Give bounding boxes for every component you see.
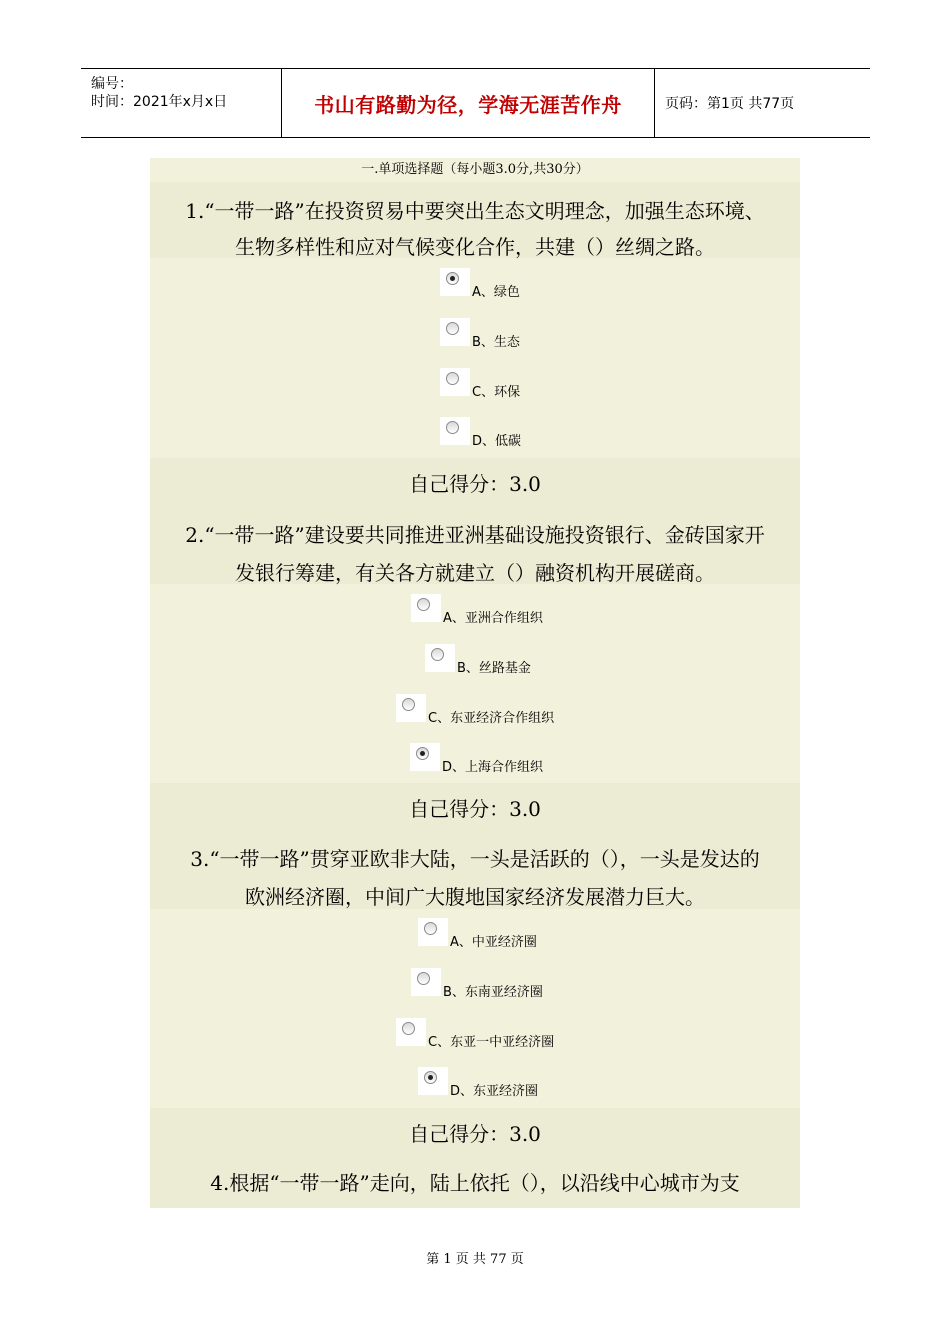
radio-button[interactable]: [411, 968, 441, 996]
header-info-cell: [81, 69, 282, 137]
section-title: 一.单项选择题（每小题3.0分,共30分）: [361, 162, 589, 177]
radio-button[interactable]: [411, 594, 441, 622]
radio-button[interactable]: [440, 318, 470, 346]
radio-selected-dot: [450, 276, 455, 281]
page-info: 页码：第1页 共77页: [665, 96, 795, 112]
document-header: [81, 68, 870, 138]
radio-button[interactable]: [440, 268, 470, 296]
question-4-line-1: 4.根据“一带一路”走向，陆上依托（），以沿线中心城市为支: [210, 1171, 740, 1195]
radio-button[interactable]: [418, 918, 448, 946]
motto: 书山有路勤为径，学海无涯苦作舟: [314, 92, 622, 117]
question-3-line-2: 欧洲经济圈，中间广大腹地国家经济发展潜力巨大。: [245, 885, 705, 909]
radio-button[interactable]: [396, 1018, 426, 1046]
number-label: 编号：: [91, 76, 133, 92]
time-label: 时间：2021年x月x日: [91, 94, 228, 110]
q1-score: 自己得分：3.0: [409, 472, 541, 496]
question-1-line-2: 生物多样性和应对气候变化合作，共建（）丝绸之路。: [235, 235, 715, 259]
radio-button[interactable]: [440, 368, 470, 396]
q2-score: 自己得分：3.0: [409, 797, 541, 821]
radio-selected-dot: [420, 751, 425, 756]
header-motto-cell: [282, 69, 655, 137]
quiz-panel: 一.单项选择题（每小题3.0分,共30分） 1.“一带一路”在投资贸易中要突出生态文明理念，加强生态环境、 生物多样性和应对气候变化合作，共建（）丝绸之路。 A、绿色 B、生态 C、环保 D、低碳 自己得分：3.0 2.“一带一路”建设要共同推进亚洲基础设施投资银行、金砖国家开 发银行筹建，有关各方就建立（）融资机构开展磋商。 A、亚洲合作组织 B、丝路基金 C、东亚经济合作组织 D、上海合作组织 自己得分：3.0 3.“一带一路”贯穿亚欧非大陆，一头是活跃的（），一头是发达的 欧洲经济圈，中间广大腹地国家经济发展潜力巨大。 A、中亚经济圈 B、东南亚经济圈 C、东亚一中亚经济圈 D、东亚经济圈 自己得分：3.0 4.根据“一带一路”走向，陆上依托（），以沿线中心城市为支: [150, 158, 800, 1208]
radio-button[interactable]: [410, 743, 440, 771]
radio-button[interactable]: [396, 694, 426, 722]
question-2-line-2: 发银行筹建，有关各方就建立（）融资机构开展磋商。: [235, 561, 715, 585]
radio-button[interactable]: [418, 1067, 448, 1095]
page-footer: 第 1 页 共 77 页: [426, 1252, 524, 1267]
question-1-line-1: 1.“一带一路”在投资贸易中要突出生态文明理念，加强生态环境、: [185, 199, 765, 223]
q3-score: 自己得分：3.0: [409, 1122, 541, 1146]
header-page-cell: [655, 69, 870, 137]
radio-button[interactable]: [425, 644, 455, 672]
radio-button[interactable]: [440, 417, 470, 445]
radio-selected-dot: [428, 1075, 433, 1080]
question-3-line-1: 3.“一带一路”贯穿亚欧非大陆，一头是活跃的（），一头是发达的: [190, 847, 760, 871]
question-2-line-1: 2.“一带一路”建设要共同推进亚洲基础设施投资银行、金砖国家开: [185, 523, 765, 547]
